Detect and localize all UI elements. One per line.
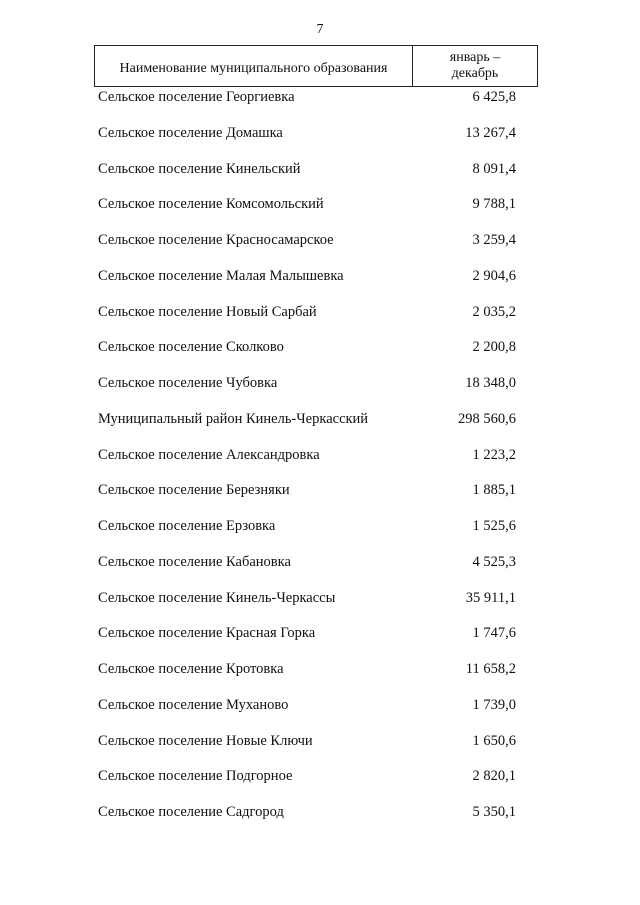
annual-value: 2 904,6 — [472, 267, 516, 284]
table-row — [0, 586, 640, 622]
municipality-name: Сельское поселение Муханово — [98, 696, 289, 713]
annual-value: 8 091,4 — [472, 160, 516, 177]
annual-value: 5 350,1 — [472, 804, 516, 820]
table-row — [0, 300, 640, 336]
municipality-name: Сельское поселение Ерзовка — [98, 518, 276, 534]
municipality-name: Сельское поселение Садгород — [98, 804, 284, 820]
annual-value: 298 560,6 — [458, 410, 516, 427]
annual-value: 1 747,6 — [472, 625, 516, 642]
municipality-name: Сельское поселение Красносамарское — [98, 232, 334, 248]
table-row — [0, 550, 640, 586]
municipality-name: Сельское поселение Георгиевка — [98, 89, 295, 105]
table-row — [0, 192, 640, 228]
header-period-column — [413, 46, 537, 86]
annual-value: 3 259,4 — [472, 232, 516, 248]
municipality-name: Сельское поселение Березняки — [98, 482, 290, 499]
annual-value: 1 223,2 — [472, 446, 516, 463]
table-row — [0, 514, 640, 550]
header-period-line1: январь – — [449, 50, 501, 65]
table-row — [0, 157, 640, 193]
table-row — [0, 371, 640, 407]
annual-value: 1 739,0 — [472, 696, 516, 713]
table-row — [0, 729, 640, 765]
annual-value: 4 525,3 — [472, 553, 516, 570]
municipality-name: Сельское поселение Комсомольский — [98, 196, 324, 213]
municipality-name: Муниципальный район Кинель-Черкасский — [98, 410, 369, 427]
table-row — [0, 335, 640, 371]
municipality-name: Сельское поселение Красная Горка — [98, 625, 316, 642]
table-header — [94, 45, 538, 87]
annual-value: 11 658,2 — [465, 661, 516, 677]
annual-value: 1 525,6 — [472, 518, 516, 534]
annual-value: 2 820,1 — [472, 768, 516, 785]
table-row — [0, 264, 640, 300]
table-row — [0, 657, 640, 693]
table-body — [0, 85, 640, 836]
table-row — [0, 764, 640, 800]
table-row — [0, 407, 640, 443]
table-row — [0, 121, 640, 157]
annual-value: 18 348,0 — [465, 375, 516, 391]
municipality-name: Сельское поселение Малая Малышевка — [98, 267, 344, 284]
municipality-name: Сельское поселение Новый Сарбай — [98, 303, 317, 320]
annual-value: 2 035,2 — [472, 303, 516, 320]
header-name-column: Наименование муниципального образования — [95, 46, 413, 86]
annual-value: 1 885,1 — [472, 482, 516, 499]
municipality-name: Сельское поселение Домашка — [98, 124, 283, 141]
header-period-line2: декабрь — [451, 66, 499, 81]
municipality-name: Сельское поселение Сколково — [98, 339, 284, 356]
table-row — [0, 228, 640, 264]
table-row — [0, 478, 640, 514]
page-number: 7 — [316, 22, 324, 37]
municipality-name: Сельское поселение Александровка — [98, 446, 320, 463]
municipality-name: Сельское поселение Кинель-Черкассы — [98, 589, 336, 606]
municipality-name: Сельское поселение Чубовка — [98, 375, 278, 391]
municipality-name: Сельское поселение Кинельский — [98, 160, 301, 177]
municipality-name: Сельское поселение Подгорное — [98, 768, 293, 785]
annual-value: 2 200,8 — [472, 339, 516, 356]
annual-value: 6 425,8 — [472, 89, 516, 105]
annual-value: 35 911,1 — [465, 589, 516, 606]
table-row — [0, 621, 640, 657]
table-row — [0, 85, 640, 121]
municipality-name: Сельское поселение Кротовка — [98, 661, 284, 677]
annual-value: 1 650,6 — [472, 732, 516, 749]
municipality-name: Сельское поселение Новые Ключи — [98, 732, 313, 749]
table-row — [0, 800, 640, 836]
table-row — [0, 693, 640, 729]
table-row — [0, 443, 640, 479]
annual-value: 13 267,4 — [465, 124, 516, 141]
annual-value: 9 788,1 — [472, 196, 516, 213]
municipality-name: Сельское поселение Кабановка — [98, 553, 291, 570]
